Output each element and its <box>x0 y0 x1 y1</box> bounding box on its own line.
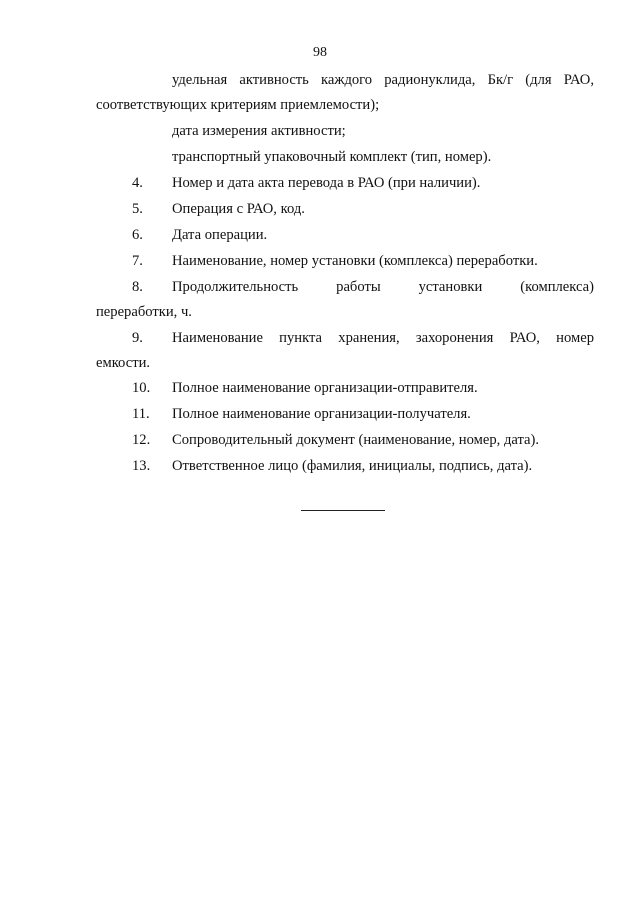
item-text: Полное наименование организации-отправителя. <box>172 380 478 396</box>
item-text: Полное наименование организации-получателя. <box>172 406 471 422</box>
item-number: 10. <box>132 380 151 396</box>
item-number: 7. <box>132 253 143 269</box>
item-continuation: переработки, ч. <box>96 304 192 320</box>
item-text: Номер и дата акта перевода в РАО (при наличии). <box>172 175 481 191</box>
item-number: 4. <box>132 175 143 191</box>
item-number: 5. <box>132 201 143 217</box>
item-text: Сопроводительный документ (наименование, номер, дата). <box>172 432 540 448</box>
item-number: 12. <box>132 432 151 448</box>
item-text: Ответственное лицо (фамилия, инициалы, подпись, дата). <box>172 458 533 474</box>
item-continuation: емкости. <box>96 355 151 371</box>
item-text: Продолжительность работы установки (комплекса) <box>172 279 594 295</box>
page-number: 98 <box>313 45 327 60</box>
end-divider <box>301 510 385 511</box>
item-number: 8. <box>132 279 143 295</box>
activity-line-2: соответствующих критериям приемлемости); <box>96 97 380 113</box>
transport-package-line: транспортный упаковочный комплект (тип, номер). <box>172 149 492 165</box>
item-number: 9. <box>132 330 143 346</box>
activity-line-1: удельная активность каждого радионуклида, Бк/г (для РАО, <box>172 72 594 88</box>
item-text: Наименование, номер установки (комплекса) переработки. <box>172 253 538 269</box>
item-text: Дата операции. <box>172 227 268 243</box>
item-text: Наименование пункта хранения, захоронения РАО, номер <box>172 330 594 346</box>
item-text: Операция с РАО, код. <box>172 201 305 217</box>
item-number: 11. <box>132 406 150 422</box>
item-number: 6. <box>132 227 143 243</box>
item-number: 13. <box>132 458 151 474</box>
measurement-date-line: дата измерения активности; <box>172 123 346 139</box>
